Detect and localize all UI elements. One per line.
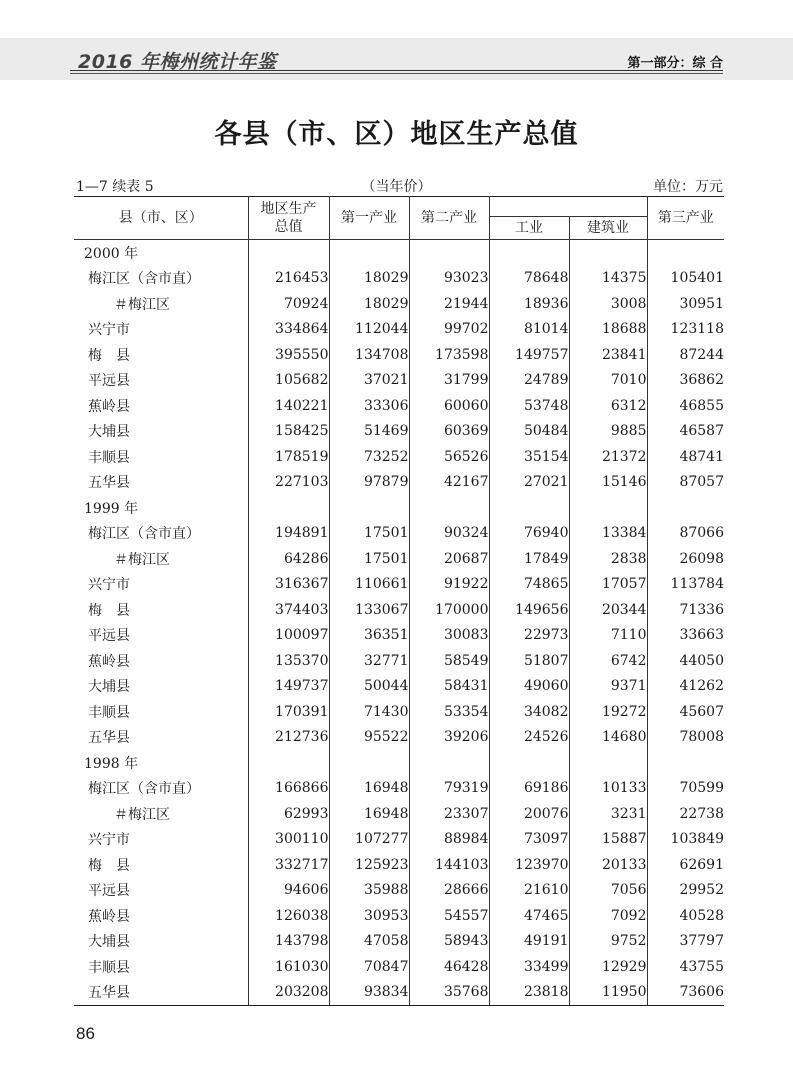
value-cell: 178519 [248,444,329,470]
value-cell: 15146 [569,470,647,496]
value-cell: 395550 [248,342,329,368]
value-cell: 14375 [569,266,647,292]
value-cell: 15887 [569,827,647,853]
page-number: 86 [76,1024,95,1043]
value-cell: 112044 [329,317,409,343]
value-cell: 20687 [409,546,489,572]
value-cell: 133067 [329,597,409,623]
price-basis: （当年价） [361,179,432,195]
empty-cell [248,495,329,521]
value-cell: 90324 [409,521,489,547]
value-cell: 123970 [489,852,569,878]
table-row [74,266,724,292]
value-cell: 7056 [569,878,647,904]
region-label: 兴宁市 [88,322,130,339]
value-cell: 7092 [569,903,647,929]
value-cell: 22973 [489,623,569,649]
value-cell: 73252 [329,444,409,470]
value-cell: 87057 [647,470,724,496]
col-header-tertiary: 第三产业 [647,197,724,240]
value-cell: 48741 [647,444,724,470]
value-cell: 20133 [569,852,647,878]
empty-cell [647,495,724,521]
region-label: ＃梅江区 [114,296,170,313]
value-cell: 47465 [489,903,569,929]
value-cell: 73097 [489,827,569,853]
value-cell: 149737 [248,674,329,700]
header-rule-thin [70,73,723,74]
value-cell: 149656 [489,597,569,623]
value-cell: 21944 [409,291,489,317]
value-cell: 30083 [409,623,489,649]
region-label: 梅 县 [88,602,130,619]
table-row [74,929,724,955]
value-cell: 33499 [489,954,569,980]
region-label: ＃梅江区 [114,806,170,823]
value-cell: 64286 [248,546,329,572]
empty-cell [248,240,329,266]
value-cell: 110661 [329,572,409,598]
table-row [74,597,724,623]
value-cell: 44050 [647,648,724,674]
table-row [74,674,724,700]
value-cell: 33663 [647,623,724,649]
empty-cell [489,240,569,266]
value-cell: 50044 [329,674,409,700]
value-cell: 123118 [647,317,724,343]
value-cell: 100097 [248,623,329,649]
empty-cell [647,240,724,266]
value-cell: 113784 [647,572,724,598]
value-cell: 23841 [569,342,647,368]
value-cell: 23307 [409,801,489,827]
value-cell: 107277 [329,827,409,853]
value-cell: 71336 [647,597,724,623]
value-cell: 140221 [248,393,329,419]
col-header-gdp-total [248,197,329,240]
value-cell: 7010 [569,368,647,394]
region-label: 梅 县 [88,347,130,364]
region-label: 丰顺县 [88,959,130,976]
value-cell: 74865 [489,572,569,598]
value-cell: 60369 [409,419,489,445]
value-cell: 16948 [329,776,409,802]
value-cell: 78008 [647,725,724,751]
region-label: 丰顺县 [88,704,130,721]
value-cell: 105682 [248,368,329,394]
table-row [74,572,724,598]
value-cell: 35768 [409,980,489,1006]
value-cell: 19272 [569,699,647,725]
value-cell: 30953 [329,903,409,929]
value-cell: 33306 [329,393,409,419]
value-cell: 71430 [329,699,409,725]
value-cell: 23818 [489,980,569,1006]
value-cell: 24789 [489,368,569,394]
value-cell: 46587 [647,419,724,445]
value-cell: 62691 [647,852,724,878]
empty-cell [569,495,647,521]
unit-label: 单位：万元 [653,179,723,195]
region-label: 丰顺县 [88,449,130,466]
value-cell: 32771 [329,648,409,674]
table-row [74,903,724,929]
region-label: ＃梅江区 [114,551,170,568]
value-cell: 39206 [409,725,489,751]
col-header-construction: 建筑业 [569,217,647,240]
value-cell: 125923 [329,852,409,878]
table-row [74,623,724,649]
table-row [74,699,724,725]
value-cell: 69186 [489,776,569,802]
yearbook-title: 2016 年梅州统计年鉴 [78,51,277,73]
table-row [74,470,724,496]
value-cell: 103849 [647,827,724,853]
col-header-secondary-breakdown [489,197,647,217]
table-row [74,521,724,547]
value-cell: 135370 [248,648,329,674]
value-cell: 42167 [409,470,489,496]
empty-cell [569,750,647,776]
value-cell: 18029 [329,291,409,317]
value-cell: 58943 [409,929,489,955]
region-label: 平远县 [88,883,130,900]
value-cell: 37797 [647,929,724,955]
table-row [74,342,724,368]
value-cell: 70599 [647,776,724,802]
value-cell: 10133 [569,776,647,802]
value-cell: 50484 [489,419,569,445]
region-label: 兴宁市 [88,832,130,849]
value-cell: 6742 [569,648,647,674]
gdp-table [74,196,724,1006]
table-row [74,648,724,674]
value-cell: 12929 [569,954,647,980]
value-cell: 35154 [489,444,569,470]
table-row [74,827,724,853]
value-cell: 40528 [647,903,724,929]
value-cell: 58549 [409,648,489,674]
col-header-gdp-total-text: 地区生产总值 [260,201,317,235]
region-label: 五华县 [74,980,248,1006]
value-cell: 18936 [489,291,569,317]
value-cell: 17501 [329,546,409,572]
value-cell: 11950 [569,980,647,1006]
value-cell: 158425 [248,419,329,445]
value-cell: 105401 [647,266,724,292]
value-cell: 81014 [489,317,569,343]
table-row [74,317,724,343]
value-cell: 14680 [569,725,647,751]
value-cell: 21610 [489,878,569,904]
value-cell: 144103 [409,852,489,878]
value-cell: 73606 [647,980,724,1006]
value-cell: 56526 [409,444,489,470]
value-cell: 26098 [647,546,724,572]
table-row [74,852,724,878]
value-cell: 194891 [248,521,329,547]
region-label: 梅江区（含市直） [88,781,200,798]
value-cell: 91922 [409,572,489,598]
year-row [74,240,724,266]
region-label: 五华县 [88,475,130,492]
empty-cell [248,750,329,776]
col-header-secondary: 第二产业 [409,197,489,240]
value-cell: 374403 [248,597,329,623]
value-cell: 94606 [248,878,329,904]
value-cell: 17501 [329,521,409,547]
value-cell: 300110 [248,827,329,853]
col-header-industry: 工业 [489,217,569,240]
value-cell: 31799 [409,368,489,394]
value-cell: 43755 [647,954,724,980]
value-cell: 20076 [489,801,569,827]
value-cell: 227103 [248,470,329,496]
empty-cell [489,495,569,521]
table-row [74,801,724,827]
value-cell: 34082 [489,699,569,725]
value-cell: 87066 [647,521,724,547]
value-cell: 3231 [569,801,647,827]
region-label: 平远县 [88,373,130,390]
empty-cell [409,750,489,776]
year-label: 2000 年 [84,245,139,262]
value-cell: 24526 [489,725,569,751]
value-cell: 88984 [409,827,489,853]
empty-cell [647,750,724,776]
value-cell: 126038 [248,903,329,929]
value-cell: 173598 [409,342,489,368]
value-cell: 166866 [248,776,329,802]
empty-cell [569,240,647,266]
value-cell: 79319 [409,776,489,802]
region-label: 大埔县 [88,424,130,441]
value-cell: 49191 [489,929,569,955]
value-cell: 334864 [248,317,329,343]
value-cell: 53748 [489,393,569,419]
value-cell: 41262 [647,674,724,700]
value-cell: 46855 [647,393,724,419]
value-cell: 93834 [329,980,409,1006]
value-cell: 29952 [647,878,724,904]
value-cell: 13384 [569,521,647,547]
region-label: 平远县 [88,628,130,645]
value-cell: 93023 [409,266,489,292]
value-cell: 60060 [409,393,489,419]
col-header-region: 县（市、区） [74,197,248,240]
value-cell: 54557 [409,903,489,929]
value-cell: 332717 [248,852,329,878]
empty-cell [329,495,409,521]
year-row [74,495,724,521]
value-cell: 28666 [409,878,489,904]
year-label: 1999 年 [84,500,139,517]
region-label: 五华县 [88,730,130,747]
year-row [74,750,724,776]
region-label: 蕉岭县 [88,653,130,670]
year-label: 1998 年 [84,755,139,772]
region-label: 大埔县 [88,679,130,696]
value-cell: 62993 [248,801,329,827]
value-cell: 216453 [248,266,329,292]
section-label: 第一部分：综 合 [627,56,723,71]
value-cell: 99702 [409,317,489,343]
value-cell: 22738 [647,801,724,827]
empty-cell [329,750,409,776]
value-cell: 9752 [569,929,647,955]
col-header-primary: 第一产业 [329,197,409,240]
table-row [74,291,724,317]
value-cell: 70847 [329,954,409,980]
empty-cell [329,240,409,266]
table-row [74,444,724,470]
table-row [74,368,724,394]
value-cell: 27021 [489,470,569,496]
region-label: 梅江区（含市直） [88,526,200,543]
value-cell: 316367 [248,572,329,598]
value-cell: 53354 [409,699,489,725]
value-cell: 36351 [329,623,409,649]
region-label: 兴宁市 [88,577,130,594]
value-cell: 3008 [569,291,647,317]
value-cell: 203208 [248,980,329,1006]
region-label: 梅 县 [88,857,130,874]
table-row [74,980,724,1006]
value-cell: 149757 [489,342,569,368]
value-cell: 6312 [569,393,647,419]
value-cell: 17849 [489,546,569,572]
value-cell: 37021 [329,368,409,394]
value-cell: 46428 [409,954,489,980]
value-cell: 51807 [489,648,569,674]
header-rule [70,70,723,71]
value-cell: 97879 [329,470,409,496]
value-cell: 134708 [329,342,409,368]
value-cell: 18688 [569,317,647,343]
value-cell: 70924 [248,291,329,317]
value-cell: 76940 [489,521,569,547]
table-row [74,954,724,980]
value-cell: 20344 [569,597,647,623]
page-title: 各县（市、区）地区生产总值 [214,119,579,150]
empty-cell [409,240,489,266]
empty-cell [489,750,569,776]
value-cell: 78648 [489,266,569,292]
value-cell: 2838 [569,546,647,572]
table-row [74,546,724,572]
table-id: 1—7 续表 5 [76,179,154,195]
value-cell: 36862 [647,368,724,394]
value-cell: 143798 [248,929,329,955]
region-label: 梅江区（含市直） [88,271,200,288]
value-cell: 87244 [647,342,724,368]
value-cell: 7110 [569,623,647,649]
value-cell: 49060 [489,674,569,700]
value-cell: 45607 [647,699,724,725]
value-cell: 16948 [329,801,409,827]
table-row [74,725,724,751]
table-row [74,393,724,419]
value-cell: 47058 [329,929,409,955]
value-cell: 170391 [248,699,329,725]
table-row [74,776,724,802]
region-label: 蕉岭县 [88,908,130,925]
value-cell: 58431 [409,674,489,700]
value-cell: 212736 [248,725,329,751]
value-cell: 161030 [248,954,329,980]
value-cell: 9885 [569,419,647,445]
table-row [74,878,724,904]
value-cell: 95522 [329,725,409,751]
region-label: 大埔县 [88,934,130,951]
table-body [74,240,724,1006]
table-row [74,419,724,445]
value-cell: 51469 [329,419,409,445]
region-label: 蕉岭县 [88,398,130,415]
value-cell: 18029 [329,266,409,292]
value-cell: 30951 [647,291,724,317]
value-cell: 170000 [409,597,489,623]
value-cell: 9371 [569,674,647,700]
value-cell: 17057 [569,572,647,598]
value-cell: 35988 [329,878,409,904]
value-cell: 21372 [569,444,647,470]
empty-cell [409,495,489,521]
